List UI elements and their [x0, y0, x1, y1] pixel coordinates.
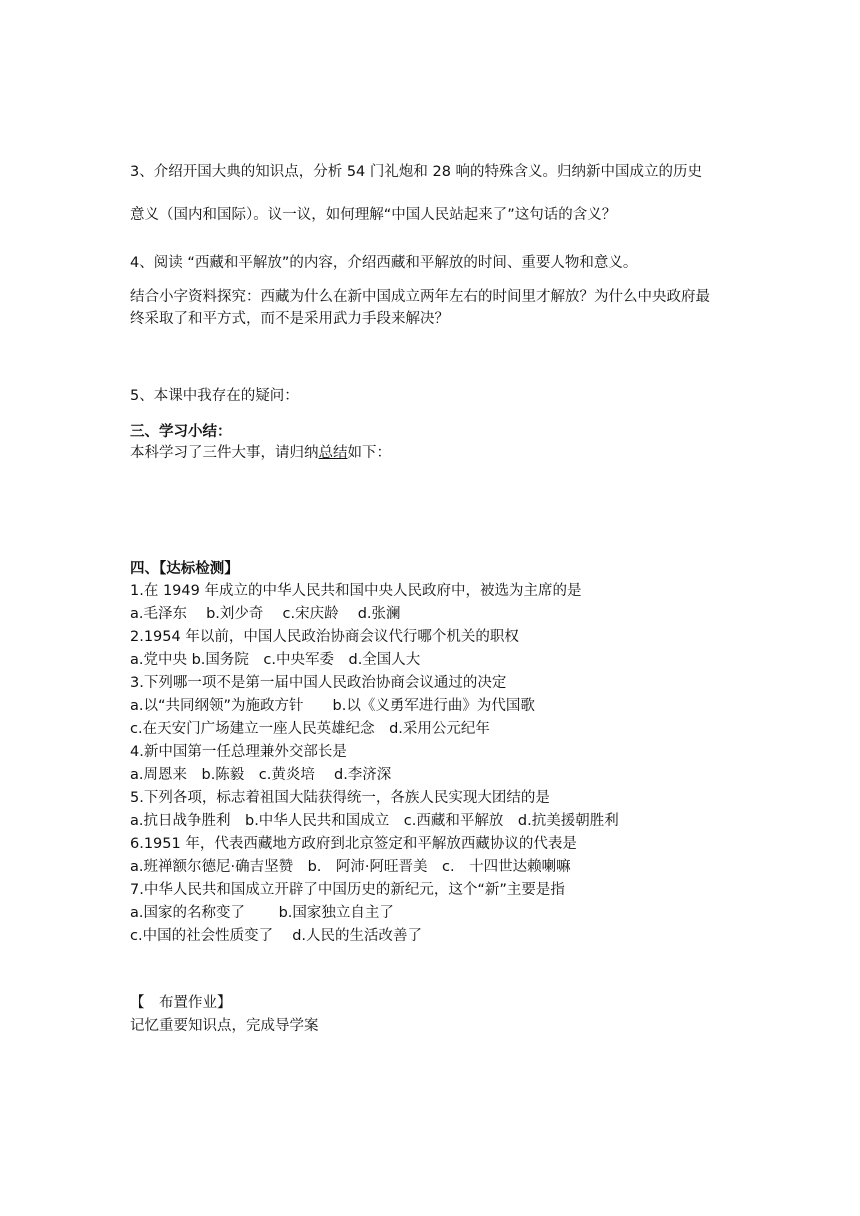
- test-line: 5.下列各项，标志着祖国大陆获得统一，各族人民实现大团结的是: [130, 790, 550, 806]
- summary-text-underlined: 总结: [318, 445, 348, 461]
- summary-text-before: 本科学习了三件大事，请归纳: [130, 445, 319, 461]
- test-line: c.在天安门广场建立一座人民英雄纪念 d.采用公元纪年: [130, 721, 490, 737]
- test-line: a.国家的名称变了 b.国家独立自主了: [130, 905, 394, 921]
- q4-explore-line2: 终采取了和平方式，而不是采用武力手段来解决？: [130, 311, 449, 327]
- test-line: 4.新中国第一任总理兼外交部长是: [130, 744, 347, 760]
- q3-line2: 意义（国内和国际）。议一议，如何理解“中国人民站起来了”这句话的含义？: [130, 207, 617, 223]
- test-line: a.以“共同纲领”为施政方针 b.以《义勇军进行曲》为代国歌: [130, 698, 535, 714]
- q5-line1: 5、本课中我存在的疑问：: [130, 388, 299, 404]
- homework-text: 记忆重要知识点，完成导学案: [130, 1018, 319, 1034]
- test-heading: 四、【达标检测】: [130, 561, 239, 577]
- summary-text: [130, 443, 391, 463]
- q4-line1: 4、阅读 “西藏和平解放”的内容，介绍西藏和平解放的时间、重要人物和意义。: [130, 255, 638, 271]
- test-line: a.党中央 b.国务院 c.中央军委 d.全国人大: [130, 652, 421, 668]
- test-line: a.班禅额尔德尼·确吉坚赞 b. 阿沛·阿旺晋美 c. 十四世达赖喇嘛: [130, 859, 571, 875]
- homework-heading: 【 布置作业】: [130, 995, 232, 1011]
- q3-line1: 3、介绍开国大典的知识点，分析 54 门礼炮和 28 响的特殊含义。归纳新中国成立的历史: [130, 164, 703, 180]
- test-line: 1.在 1949 年成立的中华人民共和国中央人民政府中，被选为主席的是: [130, 583, 582, 599]
- test-line: a.抗日战争胜利 b.中华人民共和国成立 c.西藏和平解放 d.抗美援朝胜利: [130, 813, 619, 829]
- test-line: c.中国的社会性质变了 d.人民的生活改善了: [130, 928, 423, 944]
- summary-heading: 三、学习小结：: [130, 424, 232, 440]
- test-line: a.周恩来 b.陈毅 c.黄炎培 d.李济深: [130, 767, 392, 783]
- test-line: a.毛泽东 b.刘少奇 c.宋庆龄 d.张澜: [130, 606, 401, 622]
- q4-explore-line1: 结合小字资料探究：西藏为什么在新中国成立两年左右的时间里才解放？为什么中央政府最: [130, 289, 710, 305]
- test-line: 7.中华人民共和国成立开辟了中国历史的新纪元，这个“新”主要是指: [130, 882, 565, 898]
- test-line: 2.1954 年以前，中国人民政治协商会议代行哪个机关的职权: [130, 629, 519, 645]
- test-line: 3.下列哪一项不是第一届中国人民政治协商会议通过的决定: [130, 675, 507, 691]
- summary-text-after: 如下：: [347, 445, 391, 461]
- test-line: 6.1951 年，代表西藏地方政府到北京签定和平解放西藏协议的代表是: [130, 836, 577, 852]
